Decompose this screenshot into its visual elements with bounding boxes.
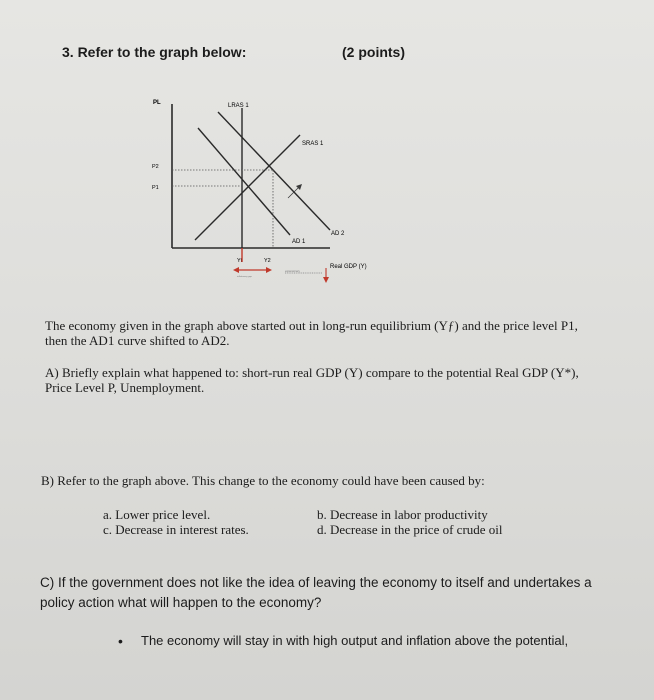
part-c-line-1: C) If the government does not like the idea of leaving the economy to itself and undertakes a [40,575,592,590]
bullet-icon: • [118,633,123,649]
x-axis-label: Real GDP (Y) [330,264,367,270]
p1-label: P1 [152,185,159,191]
yf-label: Yf [237,258,243,264]
question-points: (2 points) [342,44,405,60]
question-title: 3. Refer to the graph below: [62,44,247,60]
ad1-curve [198,128,290,235]
gap-note: inflationary gap [237,276,252,278]
option-d: d. Decrease in the price of crude oil [317,522,503,537]
sras-curve [195,135,300,240]
sras-label: SRAS 1 [302,141,324,147]
shift-note: expansionary [285,270,300,273]
ad1-label: AD 1 [292,239,306,245]
intro-line-1: The economy given in the graph above started out in long-run equilibrium (Yƒ) and the price level P1, [45,318,578,333]
lras-label: LRAS 1 [228,103,249,109]
down-arrowhead [323,277,329,283]
part-a-line-1: A) Briefly explain what happened to: short-run real GDP (Y) compare to the potential Real GDP (Y*), [45,365,579,380]
option-b: b. Decrease in labor productivity [317,507,488,522]
part-c-line-2: policy action what will happen to the economy? [40,595,322,610]
part-c-bullet: The economy will stay in with high output and inflation above the potential, [141,633,569,648]
y2-label: Y2 [264,258,271,264]
option-c: c. Decrease in interest rates. [103,522,249,537]
ad2-label: AD 2 [331,231,345,237]
y-axis-label: PL [153,100,161,106]
option-a: a. Lower price level. [103,507,211,522]
intro-line-2: then the AD1 curve shifted to AD2. [45,333,230,348]
ad-as-graph [140,90,400,290]
gap-arrowhead-left [233,267,239,273]
part-b-prompt: B) Refer to the graph above. This change to the economy could have been caused by: [41,473,485,488]
p2-label: P2 [152,164,159,170]
part-a-line-2: Price Level P, Unemployment. [45,380,205,395]
gap-arrowhead-right [266,267,272,273]
